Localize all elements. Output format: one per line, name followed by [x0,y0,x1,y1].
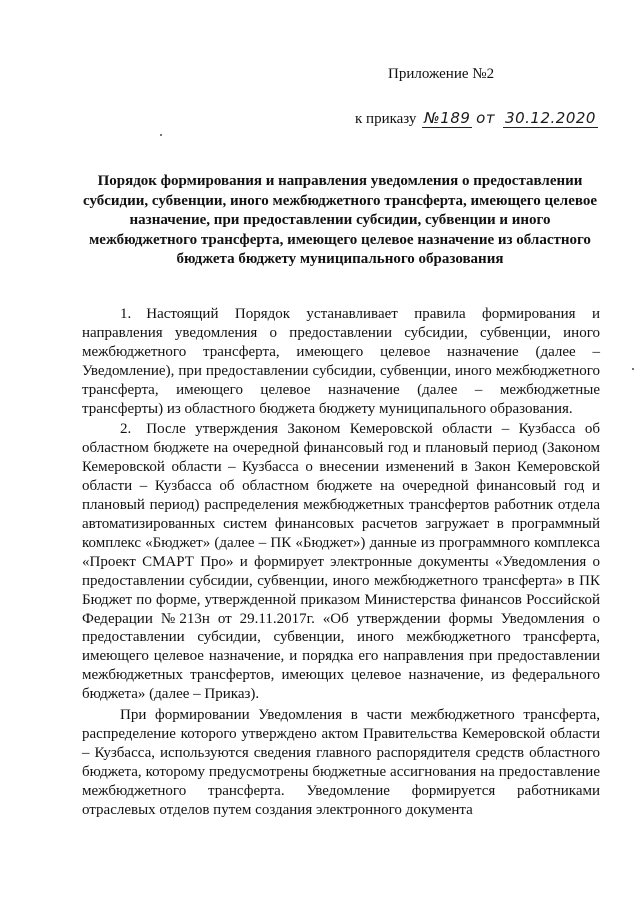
scan-speck [160,134,162,136]
order-number-handwritten: №189 [424,109,471,127]
paragraph-3: При формировании Уведомления в части межбюджетного трансферта, распределение которого утверждено актом Правительства Кемеровской области – Кузбасса, используются сведения главного распорядителя средств областного бюджета, которому предусмотрены бюджетные ассигнования на предоставление межбюджетного трансферта. Уведомление формируется работниками отраслевых отделов путем создания электронного документа [82,707,600,818]
order-reference [355,109,598,128]
document-title: Порядок формирования и направления уведомления о предоставлении субсидии, субвенции, иного межбюджетного трансферта, имеющего целевое назначение, при предоставлении субсидии, субвенции и иного межбюджетного трансферта, имеющего целевое назначение из областного бюджета бюджету муниципального образования [82,173,598,267]
order-date-prefix-handwritten: от [476,109,496,127]
appendix-label: Приложение №2 [388,66,495,82]
order-prefix: к приказу [355,111,417,127]
scan-speck [632,368,634,370]
document-body [82,305,600,819]
paragraph-1: 1. Настоящий Порядок устанавливает правила формирования и направления уведомления о предоставлении субсидии, субвенции, иного межбюджетного трансферта, имеющего целевое назначение (далее – Уведомление), при предоставлении субсидии, субвенции, иного межбюджетного трансферта, имеющего целевое назначение (далее – межбюджетные трансферты) из областного бюджета бюджету муниципального образования. [82,306,600,417]
paragraph-2: 2. После утверждения Законом Кемеровской области – Кузбасса об областном бюджете на очередной финансовый год и плановый период (Законом Кемеровской области – Кузбасса о внесении изменений в Закон Кемеровской области – Кузбасса об областном бюджете на очередной финансовый год и плановый период) распределения межбюджетных трансфертов работник отдела автоматизированных систем финансовых расчетов загружает в программный комплекс «Бюджет» (далее – ПК «Бюджет») данные из программного комплекса «Проект СМАРТ Про» и формирует электронные документы «Уведомления о предоставлении субсидии, субвенции, иного межбюджетного трансферта» в ПК Бюджет по форме, утвержденной приказом Министерства финансов Российской Федерации №213н от 29.11.2017г. «Об утверждении формы Уведомления о предоставлении субсидии, субвенции, иного межбюджетного трансферта, имеющего целевое назначение, и порядка его направления при предоставлении межбюджетных трансфертов, имеющих целевое назначение, из федерального бюджета» (далее – Приказ). [82,421,600,703]
order-date-handwritten: 30.12.2020 [505,109,596,127]
